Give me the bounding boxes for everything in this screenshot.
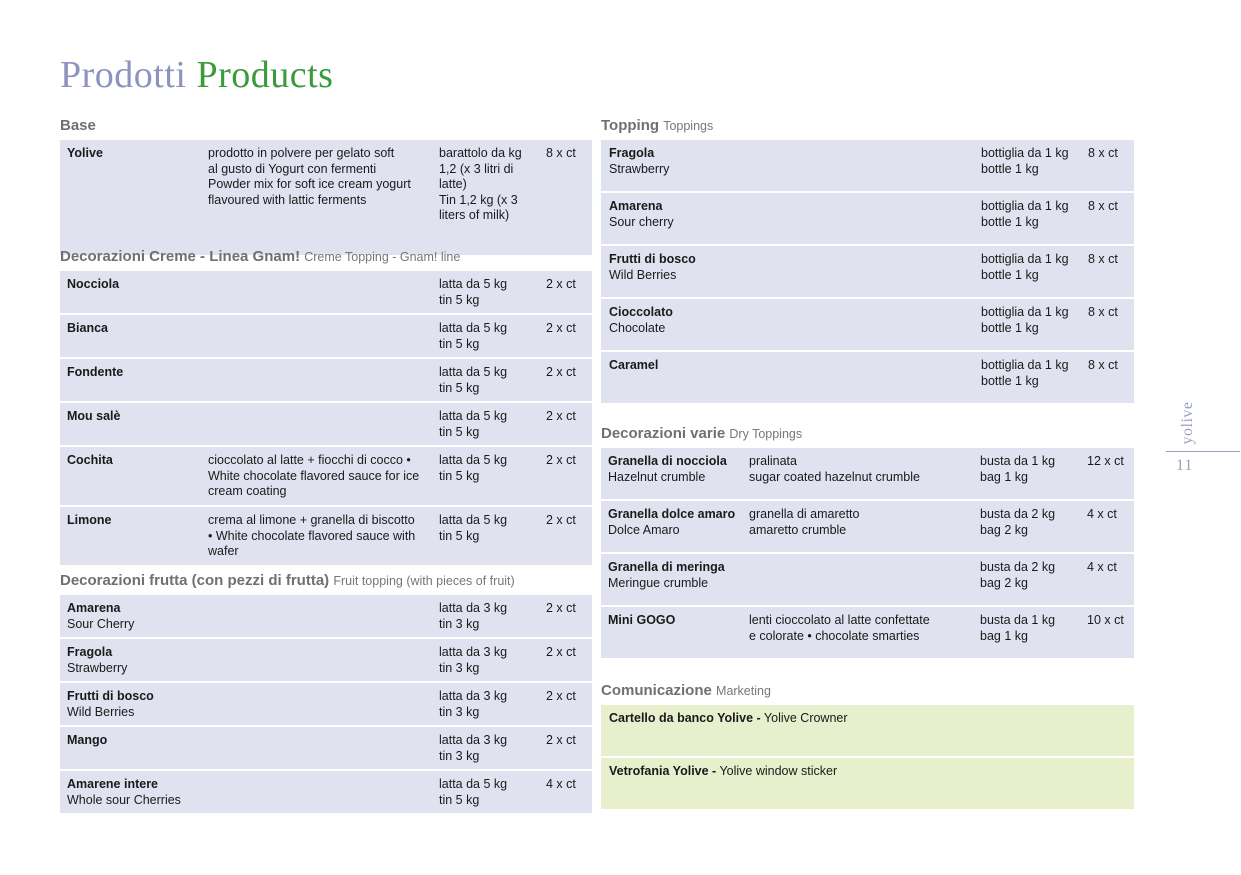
section-title: Comunicazione <box>601 682 712 699</box>
product-row <box>60 359 592 403</box>
product-packaging <box>439 513 507 544</box>
product-name: Caramel <box>609 358 659 372</box>
packaging-line: latta da 5 kg <box>439 777 508 791</box>
product-packaging <box>439 277 507 308</box>
packaging-line: latta da 5 kg <box>439 513 508 527</box>
product-name: Nocciola <box>67 277 120 291</box>
product-name: Granella di meringa <box>608 560 725 574</box>
product-quantity: 2 x ct <box>546 513 576 527</box>
product-name: Amarena <box>67 601 121 615</box>
product-packaging <box>439 365 507 396</box>
packaging-line: bottle 1 kg <box>981 214 1039 229</box>
description-line: al gusto di Yogurt con fermenti <box>208 161 377 176</box>
product-quantity: 8 x ct <box>1088 305 1118 319</box>
packaging-line: bottiglia da 1 kg <box>981 358 1069 372</box>
product-name-cell <box>67 453 113 469</box>
packaging-line: liters of milk) <box>439 208 510 222</box>
packaging-line: tin 5 kg <box>439 792 480 807</box>
description-line: Powder mix for soft ice cream yogurt <box>208 177 411 191</box>
packaging-line: bottiglia da 1 kg <box>981 252 1069 266</box>
packaging-line: bottle 1 kg <box>981 373 1039 388</box>
packaging-line: busta da 2 kg <box>980 560 1056 574</box>
packaging-line: bottiglia da 1 kg <box>981 146 1069 160</box>
section-title: Decorazioni varie <box>601 425 726 442</box>
product-row <box>60 507 592 567</box>
product-row <box>60 727 592 771</box>
packaging-line: latta da 5 kg <box>439 321 508 335</box>
description-line: crema al limone + granella di biscotto <box>208 513 415 527</box>
product-row <box>60 403 592 447</box>
packaging-line: bottle 1 kg <box>981 320 1039 335</box>
product-packaging <box>981 199 1069 230</box>
description-line: cream coating <box>208 484 287 498</box>
packaging-line: tin 5 kg <box>439 292 480 307</box>
section-heading <box>601 680 1134 702</box>
product-name: Fondente <box>67 365 124 379</box>
marketing-item-english: Yolive window sticker <box>719 764 838 778</box>
product-packaging <box>439 601 507 632</box>
section-title: Base <box>60 117 96 134</box>
product-name-cell <box>609 199 674 230</box>
packaging-line: bag 2 kg <box>980 522 1028 537</box>
description-line: prodotto in polvere per gelato soft <box>208 146 395 160</box>
product-quantity: 2 x ct <box>546 645 576 659</box>
product-name: Fragola <box>67 645 113 659</box>
product-packaging <box>439 777 507 808</box>
product-quantity: 12 x ct <box>1087 454 1124 468</box>
product-packaging <box>439 689 507 720</box>
product-description <box>749 454 920 485</box>
product-name-cell <box>67 409 121 425</box>
packaging-line: Tin 1,2 kg (x 3 <box>439 192 518 207</box>
product-name-english: Chocolate <box>609 320 666 335</box>
product-name-english: Whole sour Cherries <box>67 792 181 807</box>
product-row <box>601 193 1134 246</box>
product-packaging <box>981 358 1069 389</box>
section-heading <box>601 423 1134 445</box>
packaging-line: latta da 5 kg <box>439 277 508 291</box>
section-creme <box>60 246 592 567</box>
section-base <box>60 115 592 257</box>
product-name-cell <box>67 777 181 808</box>
section-varie <box>601 423 1134 660</box>
product-name-english: Strawberry <box>609 161 670 176</box>
product-quantity: 4 x ct <box>1087 560 1117 574</box>
product-name-english: Sour cherry <box>609 214 674 229</box>
product-name-english: Hazelnut crumble <box>608 469 706 484</box>
product-packaging <box>980 613 1055 644</box>
packaging-line: bottle 1 kg <box>981 161 1039 176</box>
marketing-text <box>609 711 848 727</box>
product-name: Granella di nocciola <box>608 454 727 468</box>
marketing-text <box>609 764 837 780</box>
packaging-line: bag 2 kg <box>980 575 1028 590</box>
product-name-cell <box>609 305 673 336</box>
product-quantity: 10 x ct <box>1087 613 1124 627</box>
section-marketing <box>601 680 1134 811</box>
product-name: Bianca <box>67 321 108 335</box>
marketing-item <box>601 705 1134 758</box>
section-subtitle: Toppings <box>663 119 714 133</box>
product-name-cell <box>67 733 107 749</box>
section-topping <box>601 115 1134 405</box>
product-row <box>601 501 1134 554</box>
description-line: wafer <box>208 544 239 558</box>
product-packaging <box>439 733 507 764</box>
product-name: Fragola <box>609 146 655 160</box>
product-packaging <box>439 409 507 440</box>
product-row <box>601 140 1134 193</box>
product-name-cell <box>67 513 111 529</box>
product-name: Frutti di bosco <box>609 252 696 266</box>
packaging-line: tin 3 kg <box>439 748 480 763</box>
description-line: White chocolate flavored sauce for ice <box>208 468 420 483</box>
product-packaging <box>980 454 1055 485</box>
product-packaging <box>439 453 507 484</box>
packaging-line: latta da 5 kg <box>439 453 508 467</box>
product-name: Frutti di bosco <box>67 689 154 703</box>
product-name-english: Sour Cherry <box>67 616 135 631</box>
packaging-line: bag 1 kg <box>980 469 1028 484</box>
product-name: Mou salè <box>67 409 121 423</box>
marketing-item <box>601 758 1134 811</box>
product-row <box>601 299 1134 352</box>
product-name-cell <box>67 277 119 293</box>
product-name-cell <box>609 146 669 177</box>
description-line: amaretto crumble <box>749 522 847 537</box>
packaging-line: barattolo da kg <box>439 146 522 160</box>
packaging-line: latta da 3 kg <box>439 601 508 615</box>
product-row <box>601 448 1134 501</box>
section-subtitle: Marketing <box>716 684 771 698</box>
packaging-line: latta da 5 kg <box>439 409 508 423</box>
product-name-cell <box>608 560 725 591</box>
brand-vertical-label <box>1176 398 1200 448</box>
product-name-cell <box>608 507 735 538</box>
product-name: Mango <box>67 733 108 747</box>
product-packaging <box>981 146 1069 177</box>
product-description <box>208 453 419 500</box>
product-quantity: 2 x ct <box>546 277 576 291</box>
product-name-cell <box>67 146 103 162</box>
product-quantity: 2 x ct <box>546 453 576 467</box>
product-description <box>208 513 415 560</box>
packaging-line: bottiglia da 1 kg <box>981 199 1069 213</box>
product-description <box>749 507 859 538</box>
product-row <box>60 595 592 639</box>
description-line: • White chocolate flavored sauce with <box>208 528 416 543</box>
product-packaging <box>981 305 1069 336</box>
product-quantity: 2 x ct <box>546 733 576 747</box>
description-line: flavoured with lattic ferments <box>208 192 367 207</box>
description-line: pralinata <box>749 454 797 468</box>
description-line: cioccolato al latte + fiocchi di cocco • <box>208 453 411 467</box>
section-subtitle: Fruit topping (with pieces of fruit) <box>333 574 515 588</box>
packaging-line: 1,2 (x 3 litri di <box>439 161 514 176</box>
product-row <box>601 607 1134 660</box>
packaging-line: tin 3 kg <box>439 704 480 719</box>
packaging-line: tin 5 kg <box>439 336 480 351</box>
product-name-english: Meringue crumble <box>608 575 709 590</box>
product-name-cell <box>67 321 108 337</box>
packaging-line: tin 5 kg <box>439 528 480 543</box>
product-packaging <box>980 507 1055 538</box>
product-quantity: 2 x ct <box>546 409 576 423</box>
product-name-cell <box>609 252 696 283</box>
packaging-line: tin 5 kg <box>439 380 480 395</box>
product-row <box>60 140 592 257</box>
packaging-line: latta da 3 kg <box>439 689 508 703</box>
product-packaging <box>981 252 1069 283</box>
product-packaging <box>980 560 1055 591</box>
product-row <box>60 447 592 507</box>
page-title-italian: Prodotti <box>60 54 187 96</box>
product-name-cell <box>608 613 675 629</box>
sidebar-divider <box>1166 451 1240 452</box>
section-title: Topping <box>601 117 660 134</box>
product-row <box>60 683 592 727</box>
product-name: Cioccolato <box>609 305 673 319</box>
marketing-item-name: Cartello da banco Yolive - <box>609 711 761 725</box>
product-quantity: 4 x ct <box>1087 507 1117 521</box>
description-line: lenti cioccolato al latte confettate <box>749 613 930 627</box>
product-name-english: Wild Berries <box>67 704 135 719</box>
product-row <box>60 771 592 815</box>
product-packaging <box>439 321 507 352</box>
product-quantity: 2 x ct <box>546 601 576 615</box>
product-name-english: Dolce Amaro <box>608 522 680 537</box>
product-quantity: 8 x ct <box>1088 199 1118 213</box>
product-description <box>749 613 930 644</box>
packaging-line: busta da 1 kg <box>980 613 1056 627</box>
section-title: Decorazioni Creme - Linea Gnam! <box>60 248 301 265</box>
product-packaging <box>439 645 507 676</box>
product-row <box>601 246 1134 299</box>
product-quantity: 2 x ct <box>546 365 576 379</box>
product-row <box>60 639 592 683</box>
product-name-cell <box>609 358 658 374</box>
product-quantity: 2 x ct <box>546 321 576 335</box>
product-name-cell <box>67 689 154 720</box>
packaging-line: latte) <box>439 177 467 191</box>
product-name: Granella dolce amaro <box>608 507 736 521</box>
product-packaging <box>439 146 522 224</box>
page-number: 11 <box>1176 457 1194 474</box>
marketing-item-name: Vetrofania Yolive - <box>609 764 717 778</box>
product-name: Mini GOGO <box>608 613 676 627</box>
product-quantity: 2 x ct <box>546 689 576 703</box>
description-line: granella di amaretto <box>749 507 860 521</box>
product-row <box>601 352 1134 405</box>
section-heading <box>60 570 592 592</box>
product-name-english: Wild Berries <box>609 267 677 282</box>
packaging-line: busta da 1 kg <box>980 454 1056 468</box>
product-name: Amarene intere <box>67 777 159 791</box>
product-row <box>601 554 1134 607</box>
section-heading <box>60 246 592 268</box>
product-description <box>208 146 411 208</box>
product-name-english: Strawberry <box>67 660 128 675</box>
section-heading <box>60 115 592 137</box>
packaging-line: tin 5 kg <box>439 424 480 439</box>
section-title: Decorazioni frutta (con pezzi di frutta) <box>60 572 330 589</box>
product-name-cell <box>67 365 123 381</box>
product-name-cell <box>67 645 127 676</box>
product-quantity: 8 x ct <box>1088 358 1118 372</box>
packaging-line: tin 3 kg <box>439 660 480 675</box>
packaging-line: latta da 3 kg <box>439 733 508 747</box>
product-quantity: 8 x ct <box>1088 252 1118 266</box>
product-name: Cochita <box>67 453 113 467</box>
product-name: Limone <box>67 513 112 527</box>
description-line: e colorate • chocolate smarties <box>749 628 920 643</box>
packaging-line: tin 3 kg <box>439 616 480 631</box>
product-row <box>60 271 592 315</box>
product-row <box>60 315 592 359</box>
page-title <box>60 52 333 98</box>
product-name: Yolive <box>67 146 103 160</box>
page-title-english: Products <box>196 54 334 96</box>
marketing-item-english: Yolive Crowner <box>763 711 848 725</box>
section-subtitle: Dry Toppings <box>729 427 803 441</box>
product-quantity: 4 x ct <box>546 777 576 791</box>
packaging-line: tin 5 kg <box>439 468 480 483</box>
packaging-line: busta da 2 kg <box>980 507 1056 521</box>
packaging-line: bottiglia da 1 kg <box>981 305 1069 319</box>
product-quantity: 8 x ct <box>1088 146 1118 160</box>
section-heading <box>601 115 1134 137</box>
product-quantity: 8 x ct <box>546 146 576 160</box>
packaging-line: latta da 3 kg <box>439 645 508 659</box>
section-subtitle: Creme Topping - Gnam! line <box>304 250 461 264</box>
product-name-cell <box>67 601 134 632</box>
product-name: Amarena <box>609 199 663 213</box>
product-name-cell <box>608 454 727 485</box>
packaging-line: bag 1 kg <box>980 628 1028 643</box>
description-line: sugar coated hazelnut crumble <box>749 469 920 484</box>
brand-label-text: yolive <box>1179 401 1196 445</box>
packaging-line: bottle 1 kg <box>981 267 1039 282</box>
section-frutta <box>60 570 592 815</box>
packaging-line: latta da 5 kg <box>439 365 508 379</box>
